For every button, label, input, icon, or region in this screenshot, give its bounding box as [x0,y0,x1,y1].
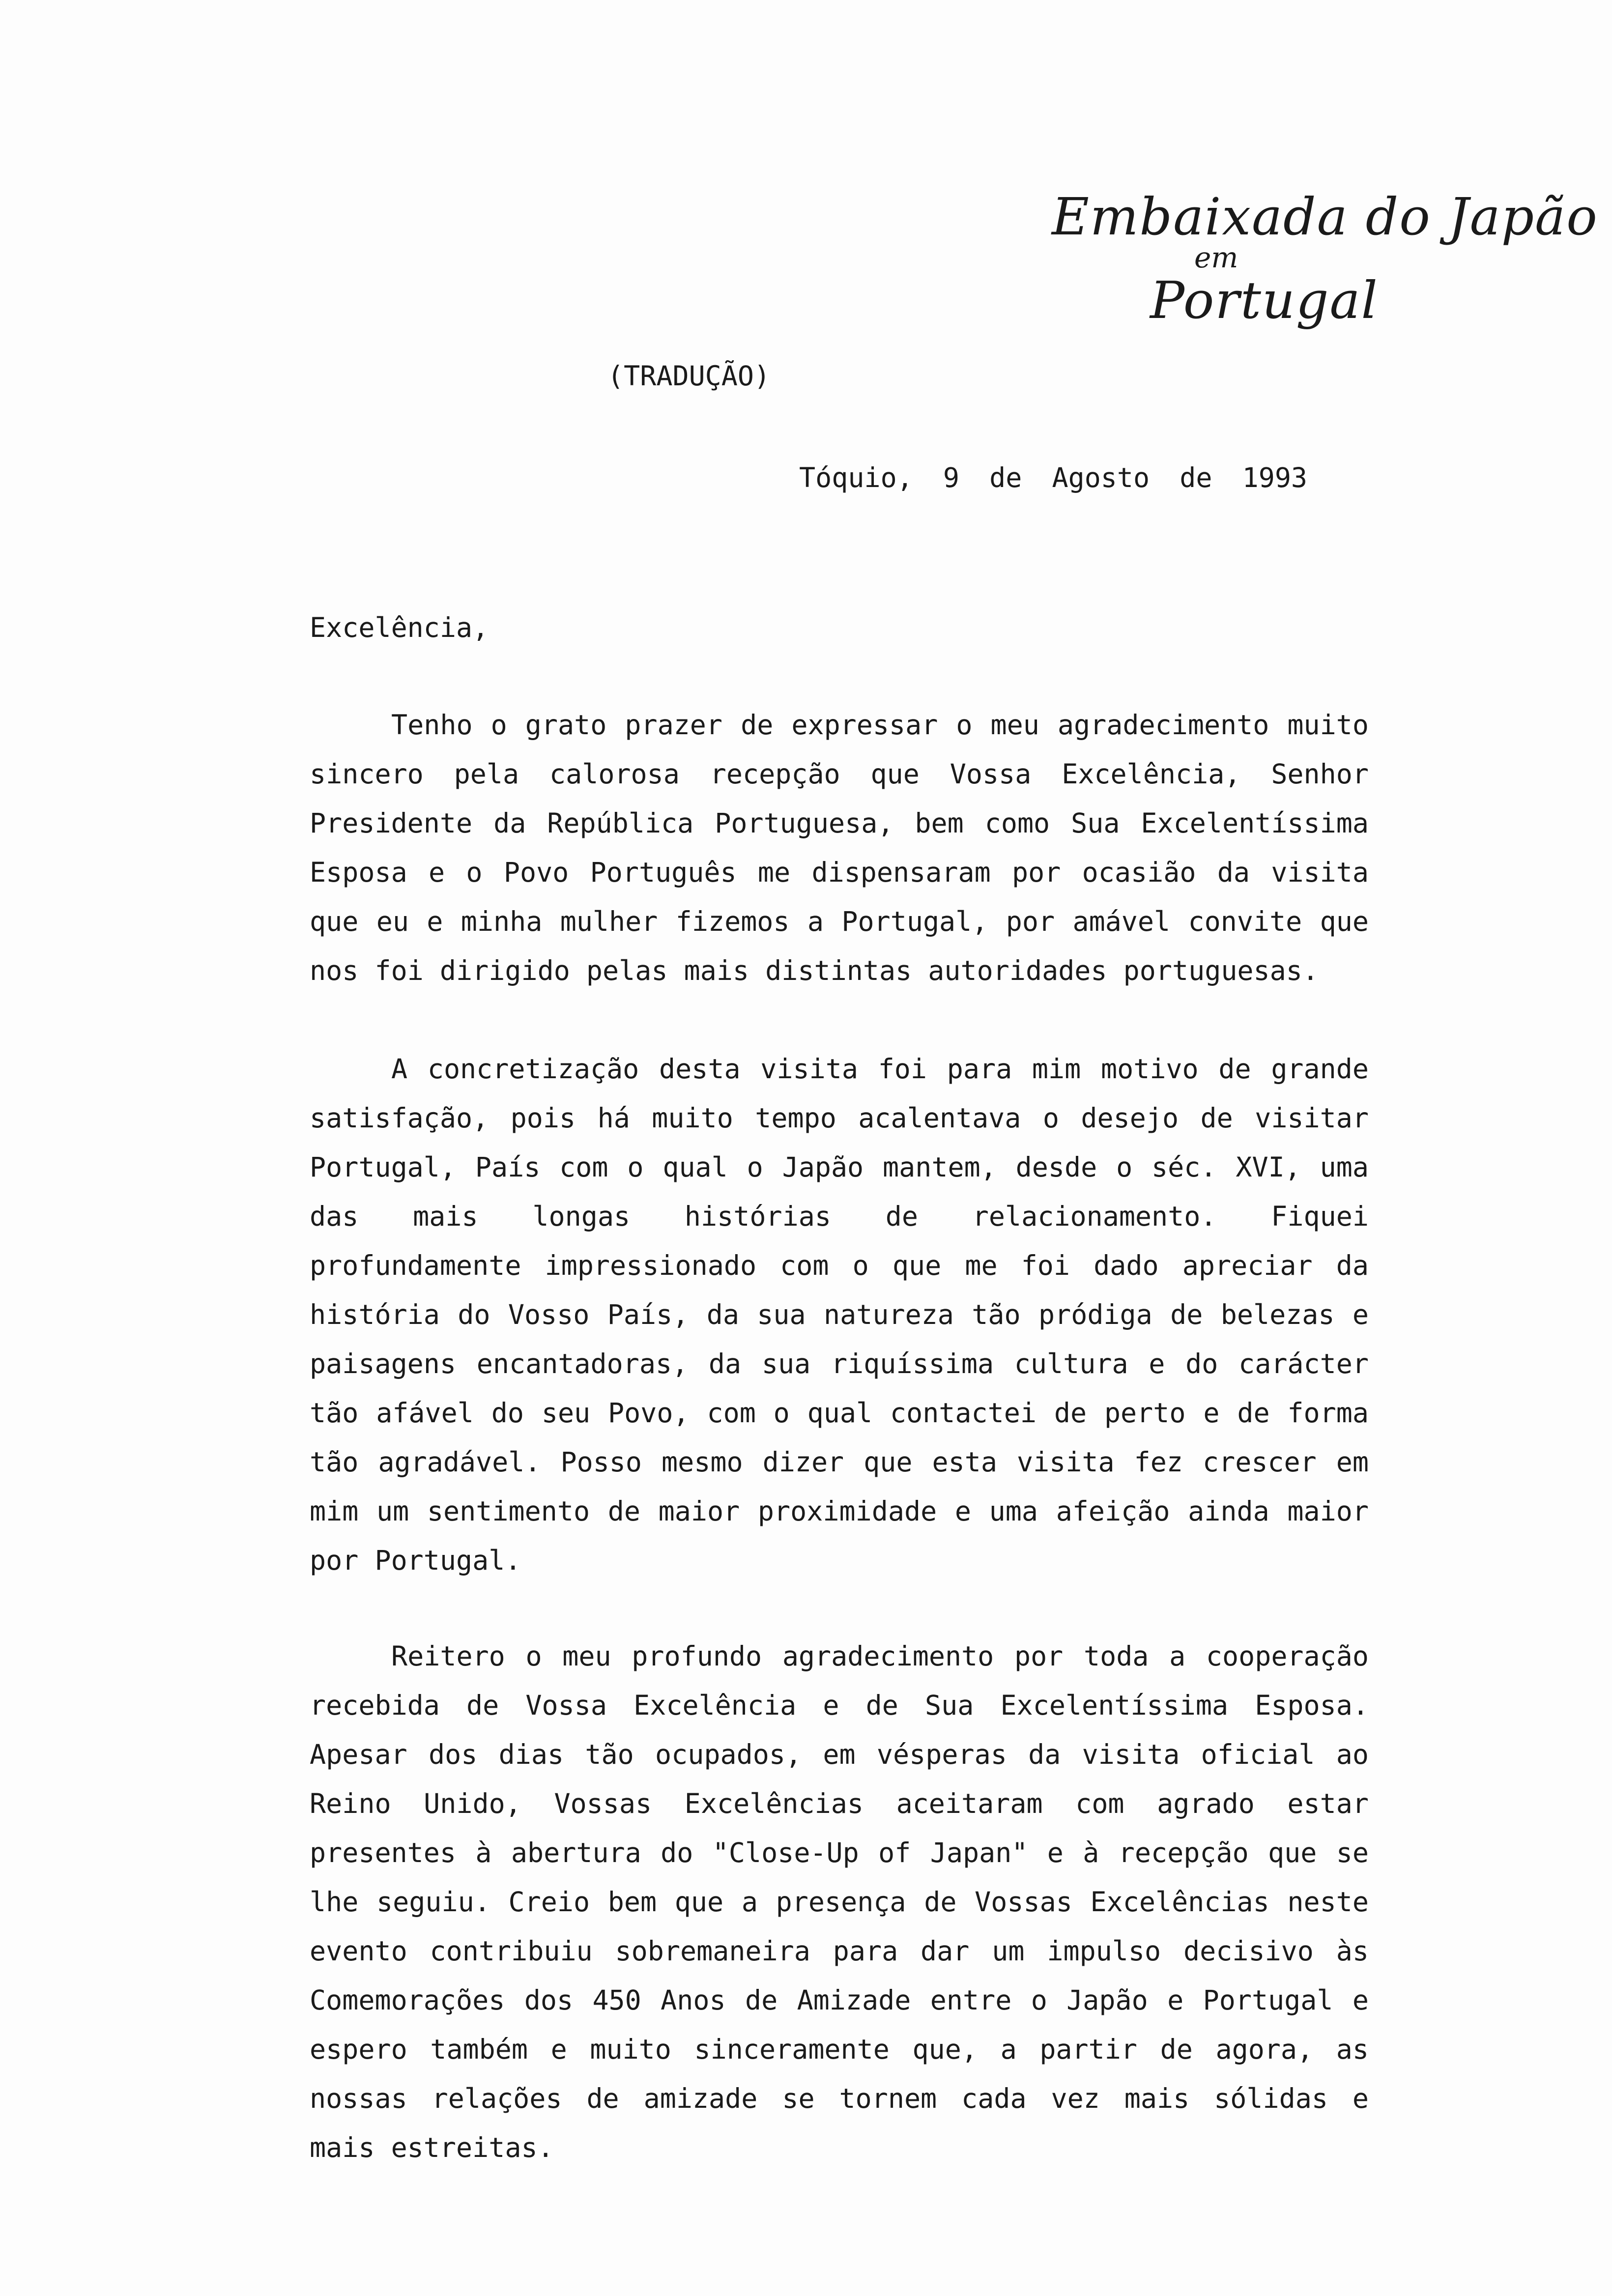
paragraph-line: mais estreitas. [310,2132,554,2163]
paragraph-line: Apesar dos dias tão ocupados, em vésperas da visita oficial ao [310,1739,1369,1770]
paragraph-2 [310,1044,1369,1585]
letterhead-line-3: Portugal [1150,270,1379,330]
paragraph-line: das mais longas histórias de relacionamento. Fiquei [310,1201,1369,1232]
paragraph-line: nossas relações de amizade se tornem cada vez mais sólidas e [310,2083,1369,2114]
paragraph-line: evento contribuiu sobremaneira para dar um impulso decisivo às [310,1935,1369,1967]
paragraph-line: paisagens encantadoras, da sua riquíssima cultura e do carácter [310,1348,1369,1379]
paragraph-line: Comemorações dos 450 Anos de Amizade entre o Japão e Portugal e [310,1984,1369,2016]
letterhead-line-2: em [1194,241,1238,274]
dateline: Tóquio, 9 de Agosto de 1993 [799,462,1308,493]
paragraph-line: satisfação, pois há muito tempo acalentava o desejo de visitar [310,1102,1369,1134]
paragraph-line: lhe seguiu. Creio bem que a presença de Vossas Excelências neste [310,1886,1369,1918]
paragraph-line: Portugal, País com o qual o Japão mantem, desde o séc. XVI, uma [310,1151,1369,1183]
salutation: Excelência, [310,612,489,643]
embassy-letterhead [1052,187,1598,364]
paragraph-line: recebida de Vossa Excelência e de Sua Excelentíssima Esposa. [310,1690,1369,1721]
paragraph-line: presentes à abertura do "Close-Up of Japan" e à recepção que se [310,1837,1369,1868]
paragraph-line: por Portugal. [310,1545,521,1576]
paragraph-line: tão afável do seu Povo, com o qual contactei de perto e de forma [310,1397,1369,1429]
paragraph-line: tão agradável. Posso mesmo dizer que esta visita fez crescer em [310,1446,1369,1478]
paragraph-line: Esposa e o Povo Português me dispensaram por ocasião da visita [310,857,1369,888]
paragraph-line: sincero pela calorosa recepção que Vossa Excelência, Senhor [310,758,1369,790]
paragraph-1 [310,700,1369,995]
paragraph-line: mim um sentimento de maior proximidade e uma afeição ainda maior [310,1495,1369,1527]
paragraph-line: Reitero o meu profundo agradecimento por toda a cooperação [391,1640,1369,1672]
paragraph-line: espero também e muito sinceramente que, a partir de agora, as [310,2034,1369,2065]
paragraph-line: Reino Unido, Vossas Excelências aceitaram com agrado estar [310,1788,1369,1819]
paragraph-line: nos foi dirigido pelas mais distintas autoridades portuguesas. [310,955,1319,986]
paragraph-line: profundamente impressionado com o que me foi dado apreciar da [310,1250,1369,1281]
paragraph-line: história do Vosso País, da sua natureza tão pródiga de belezas e [310,1299,1369,1330]
letterhead-line-1: Embaixada do Japão [1052,187,1598,247]
paragraph-line: que eu e minha mulher fizemos a Portugal, por amável convite que [310,906,1369,937]
paragraph-3 [310,1632,1369,2172]
paragraph-line: Presidente da República Portuguesa, bem como Sua Excelentíssima [310,807,1369,839]
paragraph-line: Tenho o grato prazer de expressar o meu agradecimento muito [391,709,1369,741]
translation-heading: (TRADUÇÃO) [607,360,771,392]
paragraph-line: A concretização desta visita foi para mim motivo de grande [391,1053,1369,1085]
